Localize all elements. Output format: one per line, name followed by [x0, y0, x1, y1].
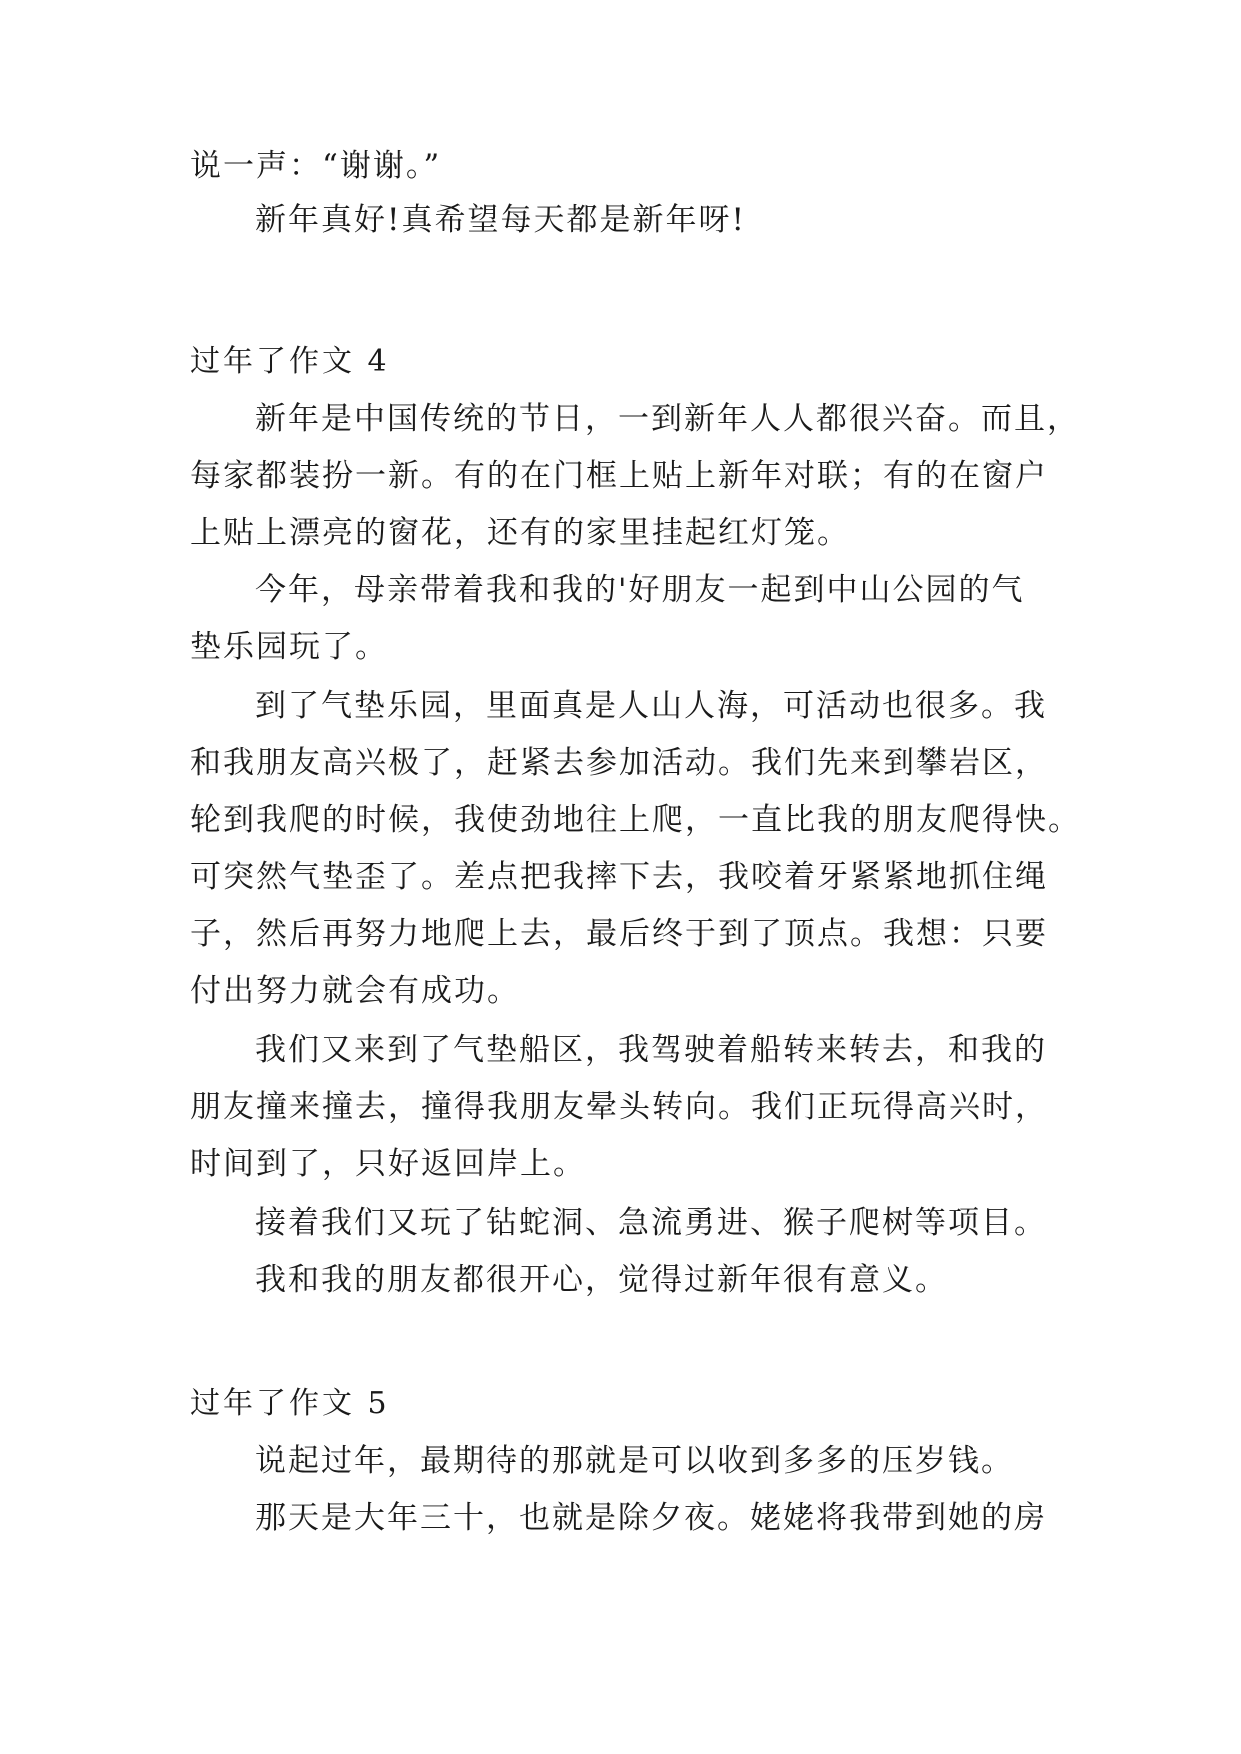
- paragraph-line: 上贴上漂亮的窗花，还有的家里挂起红灯笼。: [190, 515, 850, 551]
- paragraph-line: 说一声：“谢谢。”: [190, 148, 442, 184]
- paragraph-line: 那天是大年三十，也就是除夕夜。姥姥将我带到她的房: [255, 1500, 1047, 1536]
- paragraph-line: 轮到我爬的时候，我使劲地往上爬，一直比我的朋友爬得快。: [190, 802, 1081, 838]
- paragraph-line: 新年真好!真希望每天都是新年呀!: [255, 202, 746, 238]
- paragraph-line: 说起过年，最期待的那就是可以收到多多的压岁钱。: [255, 1443, 1014, 1479]
- section-heading: 过年了作文 5: [190, 1386, 390, 1421]
- paragraph-line: 子，然后再努力地爬上去，最后终于到了顶点。我想：只要: [190, 916, 1048, 952]
- paragraph-line: 和我朋友高兴极了，赶紧去参加活动。我们先来到攀岩区，: [190, 745, 1048, 781]
- paragraph-line: 到了气垫乐园，里面真是人山人海，可活动也很多。我: [255, 688, 1047, 724]
- paragraph-line: 新年是中国传统的节日，一到新年人人都很兴奋。而且，: [255, 401, 1080, 437]
- paragraph-line: 我们又来到了气垫船区，我驾驶着船转来转去，和我的: [255, 1032, 1047, 1068]
- paragraph-line: 今年，母亲带着我和我的'好朋友一起到中山公园的气: [255, 572, 1025, 608]
- paragraph-line: 时间到了，只好返回岸上。: [190, 1146, 586, 1182]
- paragraph-line: 朋友撞来撞去，撞得我朋友晕头转向。我们正玩得高兴时，: [190, 1089, 1048, 1125]
- paragraph-line: 可突然气垫歪了。差点把我摔下去，我咬着牙紧紧地抓住绳: [190, 859, 1048, 895]
- paragraph-line: 垫乐园玩了。: [190, 629, 388, 665]
- paragraph-line: 我和我的朋友都很开心，觉得过新年很有意义。: [255, 1262, 948, 1298]
- paragraph-line: 接着我们又玩了钻蛇洞、急流勇进、猴子爬树等项目。: [255, 1205, 1047, 1241]
- paragraph-line: 每家都装扮一新。有的在门框上贴上新年对联；有的在窗户: [190, 458, 1048, 494]
- section-heading: 过年了作文 4: [190, 344, 390, 379]
- paragraph-line: 付出努力就会有成功。: [190, 973, 520, 1009]
